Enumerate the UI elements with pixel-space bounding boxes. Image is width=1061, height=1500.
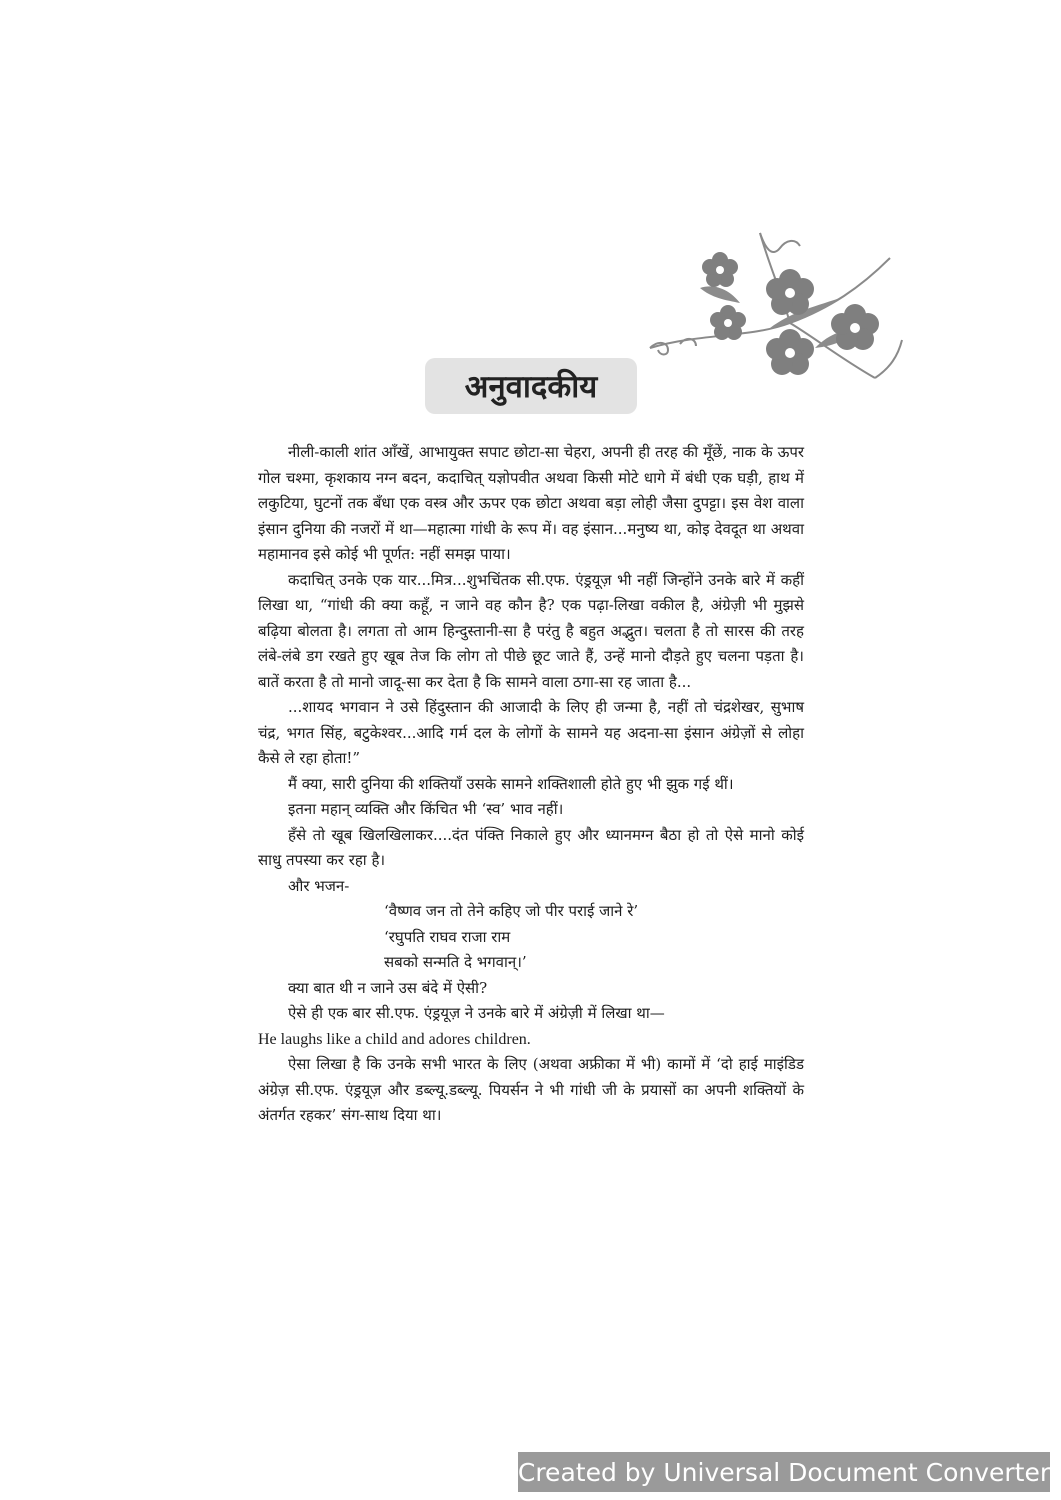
- floral-ornament-icon: [640, 228, 910, 400]
- verse-line: सबको सन्मति दे भगवान्।’: [384, 953, 527, 971]
- watermark-banner: Created by Universal Document Converter: [518, 1452, 1050, 1492]
- paragraph: ...शायद भगवान ने उसे हिंदुस्तान की आजादी के लिए ही जन्मा है, नहीं तो चंद्रशेखर, सुभाष चंद्र, भगत सिंह, बटुकेश्वर...आदि गर्म दल के लोगों के सामने यह अदना-सा इंसान अंग्रेज़ों से लोहा कैसे ले रहा होता!”: [258, 698, 804, 767]
- paragraph: नीली-काली शांत आँखें, आभायुक्त सपाट छोटा-सा चेहरा, अपनी ही तरह की मूँछें, नाक के ऊपर गोल चश्मा, कृशकाय नग्न बदन, कदाचित् यज्ञोपवीत अथवा किसी मोटे धागे में बंधी एक घड़ी, हाथ में लकुटिया, घुटनों तक बँधा एक वस्त्र और ऊपर एक छोटा अथवा बड़ा लोही जैसा दुपट्टा। इस वेश वाला इंसान दुनिया की नजरों में था—महात्मा गांधी के रूप में। वह इंसान...मनुष्य था, कोइ देवदूत था अथवा महामानव इसे कोई भी पूर्णत: नहीं समझ पाया।: [258, 443, 804, 563]
- body-text: [258, 440, 804, 1129]
- paragraph: और भजन-: [288, 876, 350, 895]
- paragraph: मैं क्या, सारी दुनिया की शक्तियाँ उसके सामने शक्तिशाली होते हुए भी झुक गई थीं।: [288, 774, 734, 793]
- paragraph: इतना महान् व्यक्ति और किंचित भी ‘स्व’ भाव नहीं।: [288, 800, 564, 818]
- paragraph: ऐसे ही एक बार सी.एफ. एंड्रयूज़ ने उनके बारे में अंग्रेज़ी में लिखा था—: [288, 1004, 665, 1022]
- paragraph: कदाचित् उनके एक यार...मित्र...शुभचिंतक सी.एफ. एंड्रयूज़ भी नहीं जिन्होंने उनके बारे में कहीं लिखा था, “गांधी की क्या कहूँ, न जाने वह कौन है? एक पढ़ा-लिखा वकील है, अंग्रेज़ी भी मुझसे बढ़िया बोलता है। लगता तो आम हिन्दुस्तानी-सा है परंतु है बहुत अद्भुत। चलता है तो सारस की तरह लंबे-लंबे डग रखते हुए खूब तेज कि लोग तो पीछे छूट जाते हैं, उन्हें मानो दौड़ते हुए चलना पड़ता है। बातें करता है तो मानो जादू-सा कर देता है कि सामने वाला ठगा-सा रह जाता है...: [258, 570, 804, 691]
- title-box: [425, 358, 637, 414]
- paragraph: ऐसा लिखा है कि उनके सभी भारत के लिए (अथवा अफ्रीका में भी) कामों में ‘दो हाई माइंडिड अंग्रेज़ सी.एफ. एंड्रयूज़ और डब्ल्यू.डब्ल्यू. पियर्सन ने भी गांधी जी के प्रयासों का अपनी शक्तियों के अंतर्गत रहकर’ संग-साथ दिया था।: [258, 1055, 804, 1124]
- paragraph: क्या बात थी न जाने उस बंदे में ऐसी?: [288, 978, 488, 997]
- english-quote: He laughs like a child and adores children.: [258, 1030, 531, 1048]
- verse-line: ‘वैष्णव जन तो तेने कहिए जो पीर पराई जाने रे’: [384, 902, 639, 920]
- page-title: अनुवादकीय: [464, 369, 598, 405]
- paragraph: हँसे तो खूब खिलखिलाकर....दंत पंक्ति निकाले हुए और ध्यानमग्न बैठा हो तो ऐसे मानो कोई साधु तपस्या कर रहा है।: [258, 825, 804, 869]
- verse-line: ‘रघुपति राघव राजा राम: [384, 927, 511, 946]
